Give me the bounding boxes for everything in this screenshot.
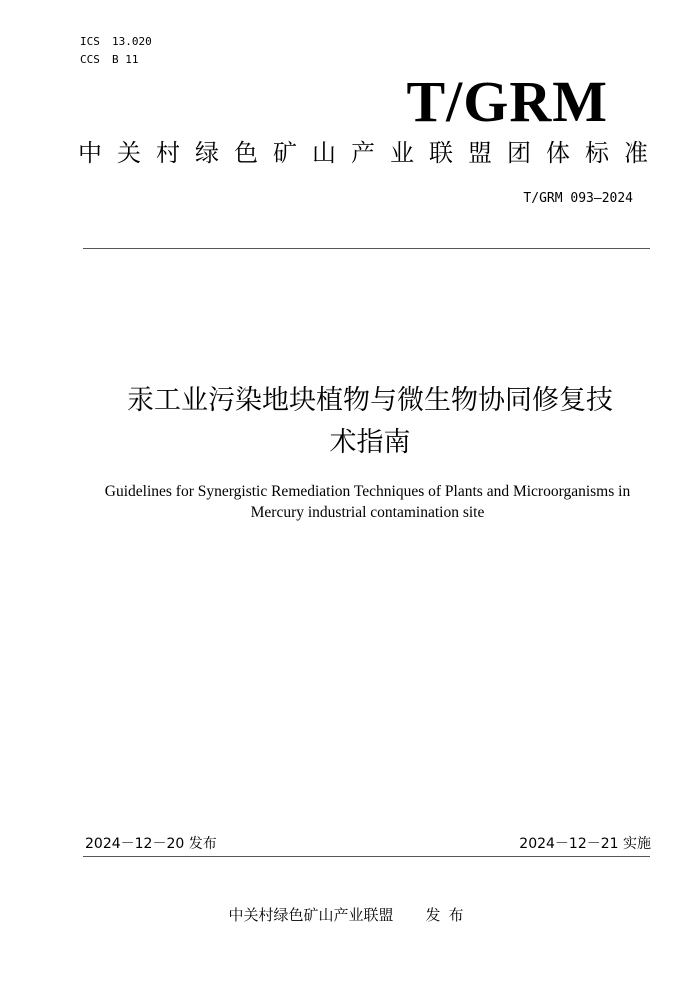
document-title-en xyxy=(80,481,655,523)
standard-number: T/GRM 093—2024 xyxy=(523,191,633,206)
issuer-action: 发布 xyxy=(425,906,472,924)
organization-standard-title: 中关村绿色矿山产业联盟团体标准 xyxy=(78,139,663,167)
bottom-divider xyxy=(83,856,650,857)
ccs-value: B 11 xyxy=(112,53,139,66)
ccs-label: CCS xyxy=(80,53,100,66)
ics-value: 13.020 xyxy=(112,35,152,48)
implementation-date: 2024－12－21 实施 xyxy=(519,836,651,852)
publish-date: 2024－12－20 发布 xyxy=(85,836,217,852)
title-zh-line-2: 术指南 xyxy=(329,427,411,458)
top-divider xyxy=(83,248,650,249)
standard-logo: T/GRM xyxy=(406,69,608,134)
issuer-line xyxy=(0,904,700,926)
ics-code xyxy=(80,35,152,49)
issuer-name: 中关村绿色矿山产业联盟 xyxy=(228,906,394,924)
ics-label: ICS xyxy=(80,35,100,48)
title-zh-line-1: 汞工业污染地块植物与微生物协同修复技 xyxy=(127,385,613,416)
document-title-zh xyxy=(85,380,655,464)
ccs-code xyxy=(80,53,139,67)
title-en-line-2: Mercury industrial contamination site xyxy=(250,504,485,521)
title-en-line-1: Guidelines for Synergistic Remediation Techniques of Plants and Microorganisms in xyxy=(104,483,631,500)
